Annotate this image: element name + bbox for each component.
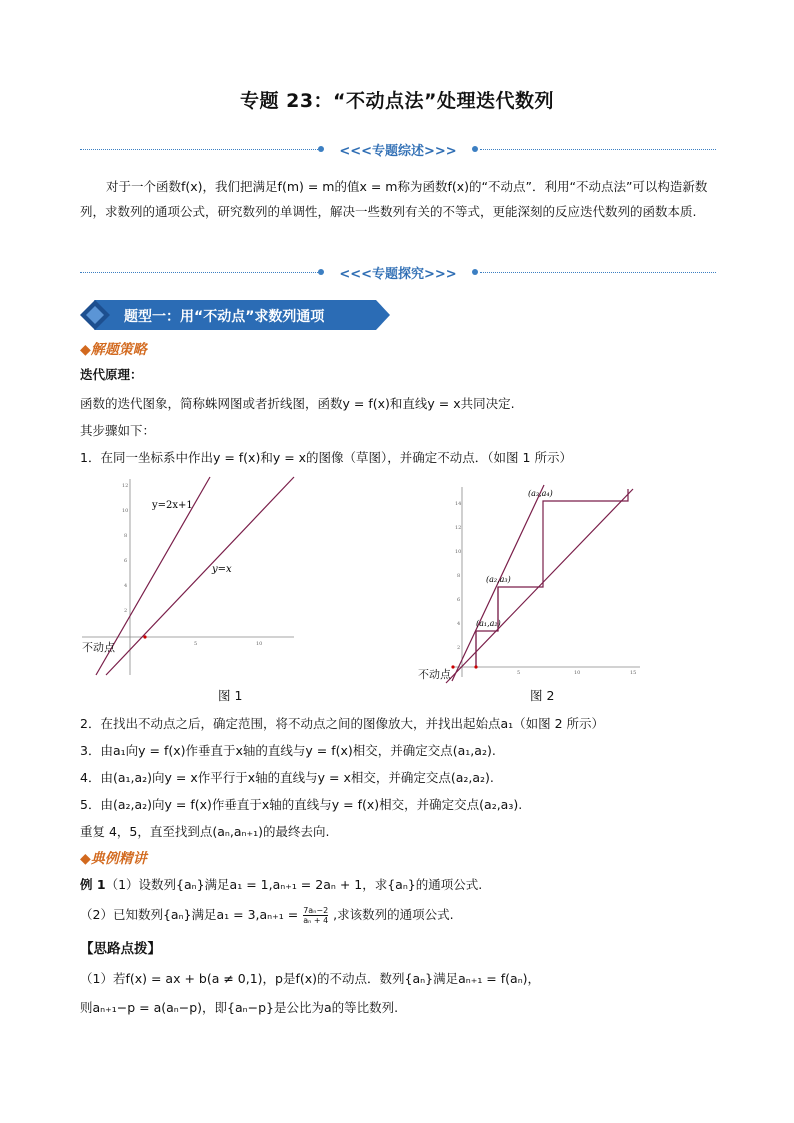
fig1-fixed-point-label: 不动点 [82, 641, 115, 654]
fig2-xtick: 10 [574, 670, 581, 676]
fig1-ytick: 2 [124, 608, 128, 614]
fig2-ytick: 8 [457, 573, 461, 579]
fraction-numerator: 7aₙ−2 [303, 906, 329, 915]
figure-1-caption: 图 1 [218, 688, 243, 703]
fig1-ytick: 4 [124, 583, 128, 589]
fixed-point-marker [143, 635, 146, 638]
fig1-ytick: 6 [124, 558, 128, 564]
principle-heading: 迭代原理： [80, 367, 143, 382]
principle-text: 函数的迭代图象，简称蛛网图或者折线图，函数y = f(x)和直线y = x共同决定. [80, 396, 515, 411]
line-y-x [106, 477, 294, 675]
fig2-point-label: (a₃,a₄) [528, 489, 553, 498]
strategy-heading: ◆解题策略 [80, 342, 147, 358]
section-divider-overview [80, 143, 716, 157]
fig1-ytick: 8 [124, 533, 128, 539]
step-5: 5．由(a₂,a₂)向y = f(x)作垂直于x轴的直线与y = f(x)相交，并确定交点(a₂,a₃). [80, 797, 523, 812]
section-divider-explore [80, 266, 716, 280]
hint-line-2: 则aₙ₊₁−p = a(aₙ−p)，即{aₙ−p}是公比为a的等比数列. [80, 1000, 399, 1015]
example-1-part-2 [80, 906, 454, 925]
fig2-ytick: 12 [455, 525, 462, 531]
fig1-ytick: 10 [122, 508, 129, 514]
step-1: 1．在同一坐标系中作出y = f(x)和y = x的图像（草图），并确定不动点．（如图 1 所示） [80, 450, 572, 465]
fig1-label-line1: y=2x+1 [152, 500, 193, 511]
example-1-label: 例 1 [80, 877, 106, 892]
start-point-marker [474, 665, 477, 668]
page-title: 专题 23：“不动点法”处理迭代数列 [239, 90, 555, 112]
example-1-part-1 [80, 876, 482, 894]
fig2-fixed-point-label: 不动点 [418, 668, 451, 681]
fig1-xtick: 10 [256, 641, 263, 647]
line-y-x [446, 489, 633, 683]
fixed-point-marker [451, 665, 454, 668]
fig1-label-line2: y=x [212, 564, 232, 575]
repeat-instruction: 重复 4，5，直至找到点(aₙ,aₙ₊₁)的最终去向. [80, 824, 330, 839]
section-label-overview: <<<专题综述>>> [339, 144, 457, 159]
hint-line-1: （1）若f(x) = ax + b(a ≠ 0,1)，p是f(x)的不动点．数列{aₙ}满足aₙ₊₁ = f(aₙ)， [80, 971, 541, 986]
fig2-xtick: 5 [517, 670, 521, 676]
fig2-ytick: 2 [457, 645, 461, 651]
step-3: 3．由a₁向y = f(x)作垂直于x轴的直线与y = f(x)相交，并确定交点(a₁,a₂). [80, 743, 496, 758]
step-4: 4．由(a₁,a₂)向y = x作平行于x轴的直线与y = x相交，并确定交点(a₂,a₂). [80, 770, 494, 785]
fig2-ytick: 6 [457, 597, 461, 603]
example-1-part-2-a: （2）已知数列{aₙ}满足a₁ = 3,aₙ₊₁ = [80, 907, 299, 922]
fig1-xtick: 5 [194, 641, 198, 647]
fig2-xtick: 15 [630, 670, 637, 676]
example-1-part-2-b: ,求该数列的通项公式. [333, 907, 454, 922]
fig2-ytick: 4 [457, 621, 461, 627]
fig2-point-label: (a₁,a₂) [476, 619, 501, 628]
fraction-denominator: aₙ + 4 [303, 916, 329, 925]
fig2-ytick: 10 [455, 549, 462, 555]
figure-2-caption: 图 2 [530, 688, 555, 703]
hint-heading: 【思路点拨】 [80, 941, 161, 957]
fig2-ytick: 14 [455, 501, 462, 507]
fig1-ytick: 12 [122, 483, 129, 489]
overview-paragraph: 对于一个函数f(x)，我们把满足f(m) = m的值x = m称为函数f(x)的“不动点”．利用“不动点法”可以构造新数列，求数列的通项公式，研究数列的单调性，解决一些数列有关的不等式，更能深刻的反应迭代数列的函数本质. [80, 179, 708, 219]
step-2: 2．在找出不动点之后，确定范围，将不动点之间的图像放大，并找出起始点a₁（如图 2 所示） [80, 716, 605, 731]
steps-intro: 其步骤如下： [80, 423, 156, 438]
fig2-point-label: (a₂,a₃) [486, 575, 511, 584]
type-banner-label: 题型一：用“不动点”求数列通项 [124, 309, 325, 325]
section-label-explore: <<<专题探究>>> [339, 267, 457, 282]
example-1-part-1-text: （1）设数列{aₙ}满足a₁ = 1,aₙ₊₁ = 2aₙ + 1，求{aₙ}的通项公式. [105, 877, 483, 892]
figure-2-cobweb [418, 483, 644, 685]
examples-heading: ◆典例精讲 [80, 851, 147, 867]
